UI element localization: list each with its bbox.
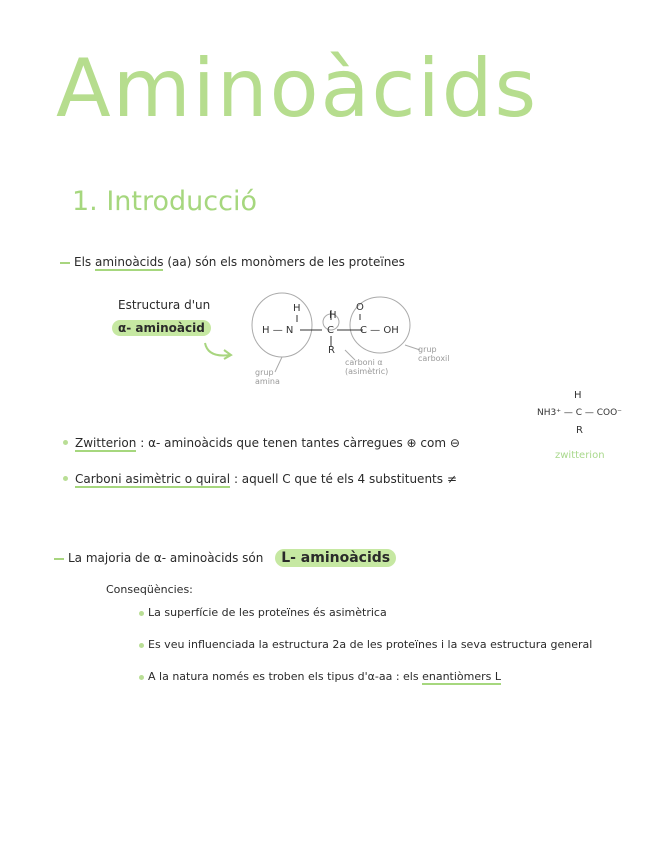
atom-h-c: H: [329, 310, 337, 321]
atom-c-oh: C — OH: [360, 325, 399, 336]
consequence-item: Es veu influenciada la estructura 2a de les proteïnes i la seva estructura general: [148, 638, 593, 651]
page-title: Aminoàcids: [56, 42, 539, 135]
structure-label-highlight: α- aminoàcid: [112, 320, 211, 336]
intro-line: [74, 255, 405, 269]
consequence-item: [148, 670, 501, 683]
dash-marker: [54, 558, 64, 560]
bullet-term: Zwitterion: [75, 436, 137, 450]
bullet-carboni: [75, 472, 457, 486]
majority-text: La majoria de α- aminoàcids són: [68, 551, 264, 565]
arrow-icon: [200, 340, 240, 365]
bullet-dot: [63, 440, 68, 445]
bullet-dot: [139, 643, 144, 648]
atom-h-n: H — N: [262, 325, 294, 336]
atom-r: R: [328, 345, 335, 356]
bullet-dot: [63, 476, 68, 481]
bullet-term: Carboni asimètric o quiral: [75, 472, 231, 486]
bullet-dot: [139, 675, 144, 680]
zw-h: H: [574, 390, 582, 401]
atom-h-top: H: [293, 303, 301, 314]
consequence-underline: enantiòmers L: [422, 670, 502, 683]
majority-highlight: L- aminoàcids: [275, 549, 396, 567]
zw-formula: NH3⁺ — C — COO⁻: [537, 408, 622, 418]
bullet-dot: [139, 611, 144, 616]
bullet-zwitterion: [75, 436, 460, 450]
bullet-text: : aquell C que té els 4 substituents ≠: [233, 472, 457, 486]
note-carboxyl: grup carboxil: [418, 345, 450, 363]
zw-caption: zwitterion: [555, 450, 605, 461]
bullet-text: : α- aminoàcids que tenen tantes càrregues ⊕ com ⊖: [140, 436, 460, 450]
intro-word-aminoacids: aminoàcids: [95, 255, 164, 269]
note-carbon: carboni α (asimètric): [345, 358, 389, 376]
dash-marker: [60, 262, 70, 264]
section-heading: 1. Introducció: [72, 186, 257, 217]
structure-label: Estructura d'un: [118, 298, 211, 312]
intro-word-els: Els: [74, 255, 92, 269]
atom-c-center: C: [327, 325, 334, 336]
intro-rest: (aa) són els monòmers de les proteïnes: [167, 255, 405, 269]
zw-r: R: [576, 425, 583, 436]
atom-o: O: [356, 302, 364, 313]
consequence-item: La superfície de les proteïnes és asimètrica: [148, 606, 387, 619]
consequence-text: A la natura només es troben els tipus d'α-aa : els: [148, 670, 419, 683]
majority-line: [68, 550, 396, 566]
consequences-label: Conseqüències:: [106, 583, 193, 596]
note-amine: grup amina: [255, 368, 280, 386]
